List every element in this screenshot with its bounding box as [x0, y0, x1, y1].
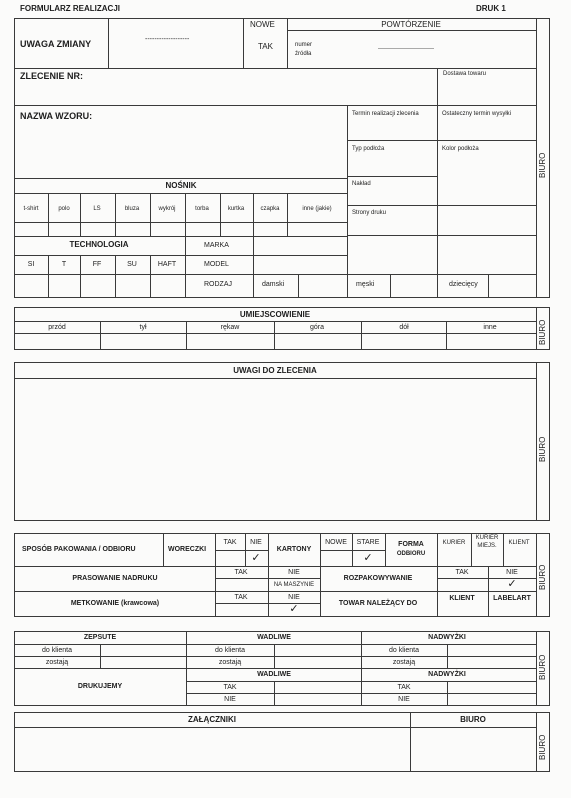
- woreczki-nie: NIE: [250, 539, 262, 546]
- umiejsc-przod: przód: [48, 324, 66, 331]
- druk-label: DRUK 1: [476, 4, 506, 13]
- nosnik-czapka: czapka: [260, 206, 280, 212]
- odbioru-label: ODBIORU: [396, 551, 426, 557]
- kartony-stare-check[interactable]: ✓: [363, 552, 373, 564]
- drukujemy-nadwyzki-nie: NIE: [398, 696, 410, 703]
- zlecenie-label: ZLECENIE NR:: [20, 71, 83, 81]
- nowe-label: NOWE: [250, 20, 275, 29]
- metkowanie-nie-check[interactable]: ✓: [289, 603, 299, 615]
- drukujemy-nadwyzki-tak: TAK: [397, 684, 411, 691]
- uwaga-dashes: -------------------: [145, 36, 190, 43]
- umiejsc-rekaw: rękaw: [220, 324, 240, 331]
- dzieciecy-label: dziecięcy: [449, 281, 478, 288]
- tech-su: SU: [127, 261, 137, 268]
- nosnik-bluza: bluza: [124, 206, 140, 212]
- termin-realizacji-label: Termin realizacji zlecenia: [352, 111, 419, 117]
- technologia-title: TECHNOLOGIA: [69, 240, 129, 249]
- nosnik-title: NOŚNIK: [165, 181, 197, 190]
- kolor-podloza-label: Kolor podłoża: [442, 146, 479, 152]
- towar-klient: KLIENT: [449, 595, 475, 602]
- numer-line: ----------------------------: [378, 46, 434, 52]
- kartony-nowe: NOWE: [325, 539, 347, 546]
- forma-kurier-miejs-2: MIEJS.: [477, 543, 497, 549]
- zalaczniki-biuro-title: BIURO: [460, 715, 486, 724]
- nadwyzki-title: NADWYŻKI: [428, 634, 466, 641]
- umiejsc-tyl: tył: [139, 324, 147, 331]
- strony-druku-label: Strony druku: [352, 210, 387, 216]
- rozpak-nie: NIE: [506, 569, 518, 576]
- prasowanie-label: PRASOWANIE NADRUKU: [72, 575, 158, 582]
- numer-label: numer: [295, 42, 313, 48]
- pakowanie-biuro: BIURO: [538, 564, 547, 590]
- sposob-label: SPOSÓB PAKOWANIA / ODBIORU: [22, 546, 136, 553]
- towar-nalezacy-label: TOWAR NALEŻĄCY DO: [338, 600, 418, 607]
- forma-label: FORMA: [398, 541, 424, 548]
- tech-t: T: [61, 261, 67, 268]
- uwaga-zmiany-label: UWAGA ZMIANY: [20, 39, 92, 49]
- metkowanie-label: METKOWANIE (krawcowa): [70, 600, 160, 607]
- naklad-label: Nakład: [352, 181, 371, 187]
- drukujemy-wadliwe-nie: NIE: [224, 696, 236, 703]
- wadliwe-do-klienta: do klienta: [215, 647, 245, 654]
- rozpak-nie-check[interactable]: ✓: [507, 578, 517, 590]
- rozpakowywanie-label: ROZPAKOWYWANIE: [343, 575, 413, 582]
- nosnik-tshirt: t-shirt: [23, 206, 39, 212]
- marka-label: MARKA: [204, 242, 229, 249]
- kartony-stare: STARE: [356, 539, 380, 546]
- prasowanie-tak: TAK: [234, 569, 248, 576]
- zepsute-title: ZEPSUTE: [83, 634, 117, 641]
- woreczki-nie-check[interactable]: ✓: [251, 552, 261, 564]
- uwagi-section: [14, 362, 550, 521]
- umiejsc-dol: dół: [399, 324, 409, 331]
- typ-podloza-label: Typ podłoża: [352, 146, 385, 152]
- drukujemy-wadliwe: WADLIWE: [257, 671, 291, 678]
- umiejsc-gora: góra: [309, 324, 325, 331]
- kartony-label: KARTONY: [276, 546, 312, 553]
- woreczki-tak: TAK: [223, 539, 237, 546]
- woreczki-label: WORECZKI: [168, 546, 207, 553]
- forma-klient: KLIENT: [508, 540, 530, 546]
- metkowanie-nie: NIE: [288, 594, 300, 601]
- nadwyzki-do-klienta: do klienta: [389, 647, 419, 654]
- meski-label: męski: [356, 281, 375, 288]
- zepsute-do-klienta: do klienta: [42, 647, 72, 654]
- wadliwe-title: WADLIWE: [257, 634, 291, 641]
- nosnik-ls: LS: [93, 206, 101, 212]
- prasowanie-nie: NIE: [288, 569, 300, 576]
- tech-haft: HAFT: [157, 261, 177, 268]
- tech-ff: FF: [92, 261, 102, 268]
- forma-kurier: KURIER: [442, 540, 466, 546]
- biuro-label: BIURO: [538, 152, 547, 178]
- nosnik-torba: torba: [195, 206, 209, 212]
- towar-labelart: LABELART: [493, 595, 531, 602]
- damski-label: damski: [262, 281, 285, 288]
- tech-si: SI: [27, 261, 35, 268]
- zepsute-biuro: BIURO: [538, 654, 547, 680]
- nosnik-wykroj: wykrój: [158, 206, 176, 212]
- zepsute-zostaja: zostają: [45, 659, 69, 666]
- umiejsc-inne: inne: [483, 324, 497, 331]
- na-maszynie-label: NA MASZYNIE: [273, 582, 315, 588]
- ostateczny-termin-label: Ostateczny termin wysyłki: [442, 111, 512, 117]
- forma-kurier-miejs-1: KURIER: [475, 535, 499, 541]
- order-section: [14, 18, 550, 298]
- zalaczniki-title: ZAŁĄCZNIKI: [188, 715, 236, 724]
- drukujemy-label: DRUKUJEMY: [77, 683, 123, 690]
- nosnik-inne: inne (jakie): [302, 206, 332, 212]
- rozpak-tak: TAK: [455, 569, 469, 576]
- uwagi-biuro: BIURO: [538, 436, 547, 462]
- umiejscowienie-biuro: BIURO: [538, 319, 547, 345]
- metkowanie-tak: TAK: [234, 594, 248, 601]
- uwagi-title: UWAGI DO ZLECENIA: [233, 366, 317, 375]
- umiejscowienie-title: UMIEJSCOWIENIE: [239, 310, 311, 319]
- dostawa-label: Dostawa towaru: [443, 71, 487, 77]
- nazwa-wzoru-label: NAZWA WZORU:: [20, 111, 93, 121]
- zrodla-label: źródła: [295, 51, 312, 57]
- model-label: MODEL: [204, 261, 229, 268]
- drukujemy-nadwyzki: NADWYŻKI: [428, 671, 466, 678]
- nosnik-polo: polo: [58, 206, 70, 212]
- zalaczniki-biuro: BIURO: [538, 734, 547, 760]
- wadliwe-zostaja: zostają: [218, 659, 242, 666]
- nadwyzki-zostaja: zostają: [392, 659, 416, 666]
- rodzaj-label: RODZAJ: [204, 281, 232, 288]
- powtorzenie-label: POWTÓRZENIE: [381, 20, 441, 29]
- nosnik-kurtka: kurtka: [227, 206, 245, 212]
- form-title: FORMULARZ REALIZACJI: [20, 4, 120, 13]
- drukujemy-wadliwe-tak: TAK: [223, 684, 237, 691]
- tak-label: TAK: [258, 42, 273, 51]
